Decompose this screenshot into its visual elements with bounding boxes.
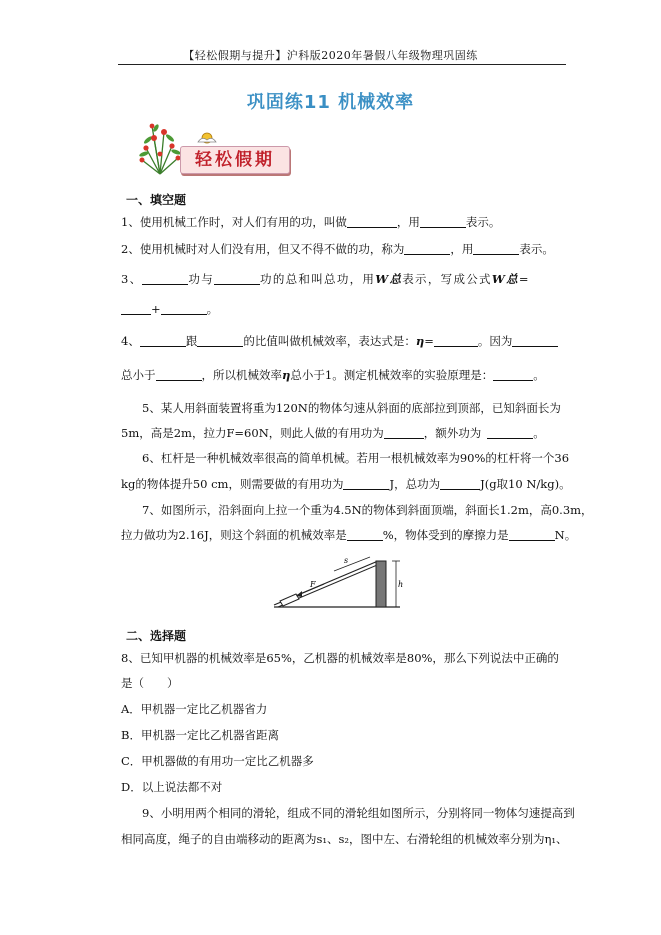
answer-blank	[420, 215, 466, 228]
answer-blank	[512, 334, 558, 347]
question-6: 6、杠杆是一种机械效率很高的简单机械。若用一根机械效率为90%的杠杆将一个36	[142, 451, 570, 465]
option-a[interactable]: A．甲机器一定比乙机器省力	[121, 702, 268, 716]
answer-blank	[343, 477, 389, 490]
header-divider	[118, 64, 566, 65]
question-3: 3、 功与 功的总和叫总功，用W总表示，写成公式W总=	[121, 272, 530, 286]
option-b[interactable]: B．甲机器一定比乙机器省距离	[121, 728, 279, 742]
length-label: s	[344, 556, 349, 565]
answer-blank	[509, 528, 555, 541]
question-2: 2、使用机械时对人们没有用，但又不得不做的功，称为 ，用 表示。	[121, 242, 554, 256]
question-6-line2: kg的物体提升50 cm，则需要做的有用功为 J，总功为 J(g取10 N/kg)。	[121, 477, 571, 491]
section-fill-blank-heading: 一、填空题	[126, 193, 187, 207]
question-7: 7、如图所示，沿斜面向上拉一个重为4.5N的物体到斜面顶端，斜面长1.2m，高0.3m，	[142, 503, 593, 517]
question-1: 1、使用机械工作时，对人们有用的功，叫做 ，用 表示。	[121, 215, 501, 229]
force-label: F	[310, 580, 316, 589]
holiday-badge: 轻松假期	[180, 146, 290, 174]
answer-blank	[347, 528, 383, 541]
answer-blank	[487, 426, 533, 439]
option-d[interactable]: D．以上说法都不对	[121, 780, 223, 794]
question-8: 8、已知甲机器的机械效率是65%，乙机器的机械效率是80%，那么下列说法中正确的	[121, 651, 559, 665]
answer-blank	[347, 215, 397, 228]
answer-blank	[434, 334, 478, 347]
question-5-line2: 5m，高是2m，拉力F=60N，则此人做的有用功为 ，额外功为 。	[121, 426, 545, 440]
question-8-line2: 是（ ）	[121, 676, 179, 690]
height-label: h	[398, 580, 404, 589]
question-5: 5、某人用斜面装置将重为120N的物体匀速从斜面的底部拉到顶部，已知斜面长为	[142, 401, 561, 415]
answer-blank	[156, 368, 202, 381]
question-3-line2: + 。	[121, 302, 218, 316]
answer-blank	[404, 242, 450, 255]
option-c[interactable]: C．甲机器做的有用功一定比乙机器多	[121, 754, 314, 768]
question-4-line2: 总小于 ，所以机械效率η总小于1。测定机械效率的实验原理是： 。	[121, 368, 545, 382]
page-header: 【轻松假期与提升】沪科版2020年暑假八年级物理巩固练	[183, 49, 478, 62]
answer-blank	[121, 302, 151, 315]
answer-blank	[473, 242, 519, 255]
answer-blank	[440, 477, 480, 490]
question-9-line2: 相同高度，绳子的自由端移动的距离为s₁、s₂，图中左、右滑轮组的机械效率分别为η₁、	[121, 832, 568, 846]
answer-blank	[197, 334, 243, 347]
answer-blank	[142, 272, 188, 285]
answer-blank	[161, 302, 207, 315]
question-9: 9、小明用两个相同的滑轮，组成不同的滑轮组如图所示，分别将同一物体匀速提高到	[142, 806, 575, 820]
answer-blank	[140, 334, 186, 347]
answer-blank	[214, 272, 260, 285]
answer-blank	[384, 426, 424, 439]
page-title: 巩固练11 机械效率	[246, 92, 415, 113]
question-7-line2: 拉力做功为2.16J，则这个斜面的机械效率是 %，物体受到的摩擦力是 N。	[121, 528, 577, 542]
section-choice-heading: 二、选择题	[126, 629, 187, 643]
answer-blank	[493, 368, 533, 381]
question-4: 4、 跟 的比值叫做机械效率，表达式是：η= 。因为	[121, 334, 558, 348]
incline-figure	[272, 553, 412, 611]
sun-cloud-icon	[196, 128, 218, 144]
